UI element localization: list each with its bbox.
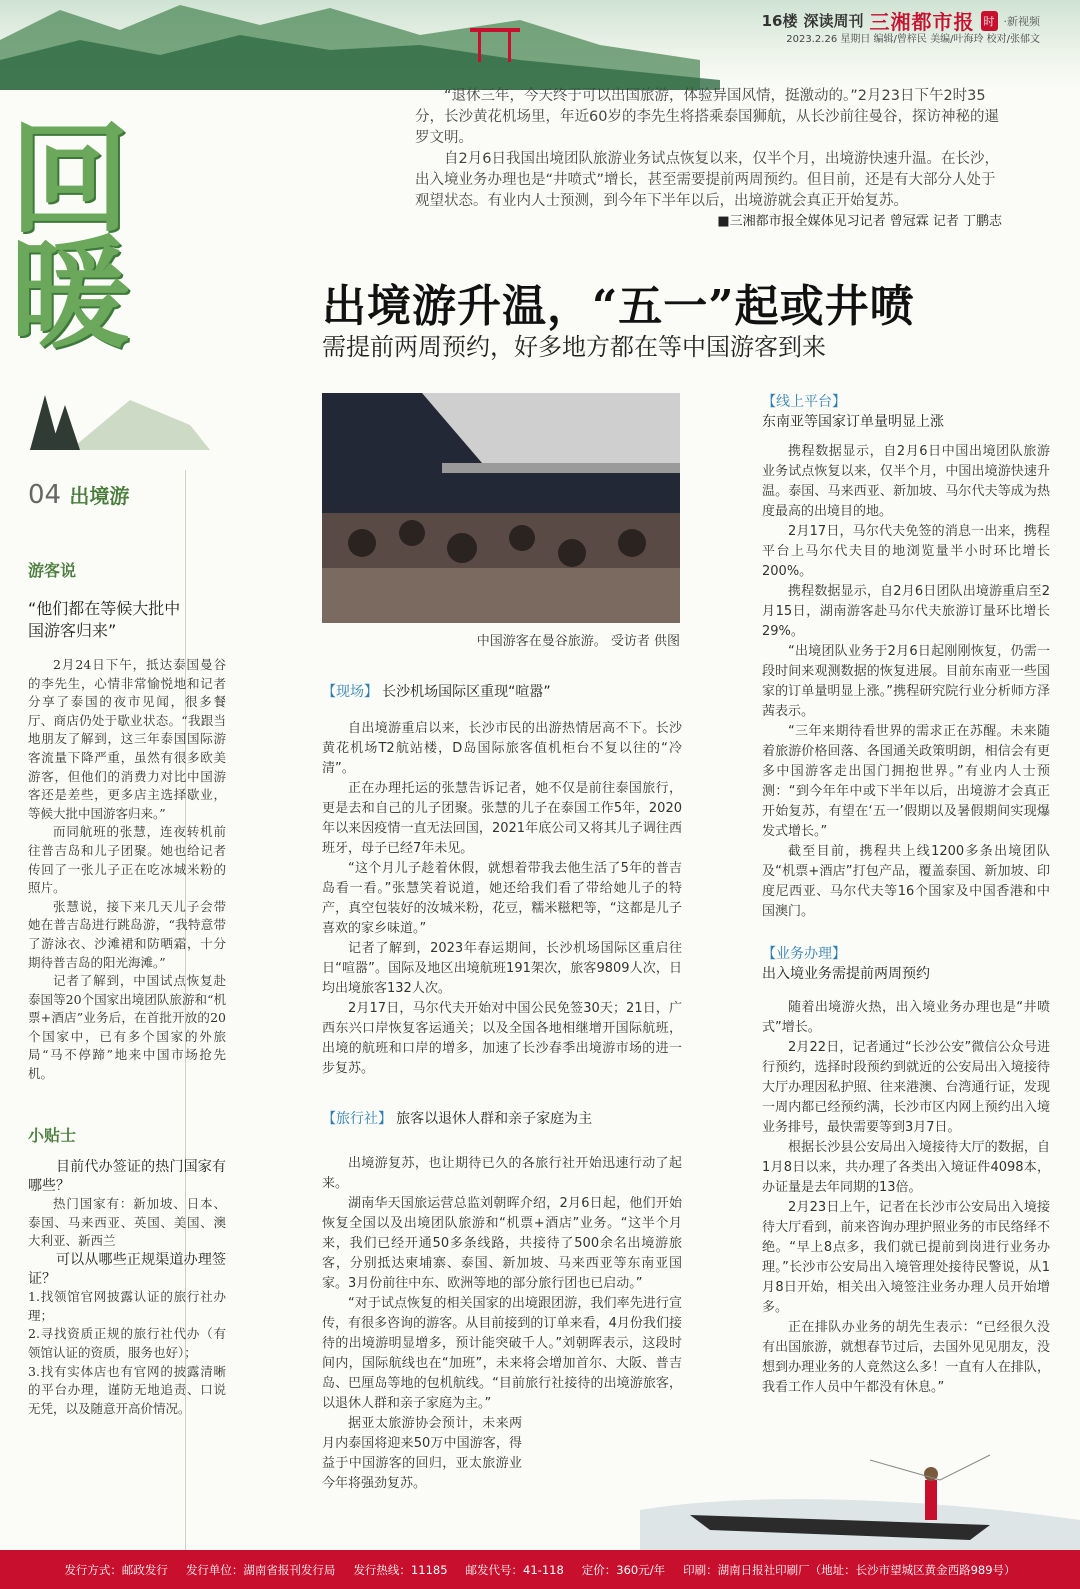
right-paragraph: 2月17日，马尔代夫免签的消息一出来，携程平台上马尔代夫目的地浏览量半小时环比增长200%。 (762, 524, 1050, 579)
mid-paragraph: 据亚太旅游协会预计，未来两月内泰国将迎来50万中国游客，得益于中国游客的回归，亚太旅游业今年将强劲复苏。 (322, 1416, 522, 1491)
section-label (28, 480, 129, 510)
left-quote: “他们都在等候大批中国游客归来” (28, 599, 181, 640)
right-paragraph: 正在排队办业务的胡先生表示：“已经很久没有出国旅游，就想春节过后，去国外见见朋友，没想到办理业务的人竟然这么多！一直有人在排队，我看工作人员中午都没有休息。” (762, 1320, 1050, 1395)
title-business: 出入境业务需提前两周预约 (762, 966, 930, 982)
section-head-scene (322, 682, 682, 703)
vertical-title-char-1: 回 (10, 109, 130, 250)
mid-paragraph: 记者了解到，2023年春运期间，长沙机场国际区重启往日“喧嚣”。国际及地区出境航班191架次，旅客9809人次，日均出境旅客132人次。 (322, 941, 682, 996)
mid-paragraph: “这个月儿子趁着休假，就想着带我去他生活了5年的普吉岛看一看。”张慧笑着说道，她还给我们看了带给她儿子的特产，真空包装好的汝城米粉，花豆，糯米糍粑等，“这都是儿子喜欢的家乡味道。” (322, 861, 682, 936)
left-text (28, 656, 226, 1084)
footer-item: 发行方式：邮政发行 (64, 1562, 168, 1577)
right-paragraph: 2月22日，记者通过“长沙公安”微信公众号进行预约，选择时段预约到就近的公安局出入境接待大厅办理因私护照、往来港澳、台湾通行证，发现一周内都已经预约满，长沙市区内网上预约出入境业务排号，最快需要等到3月7日。 (762, 1040, 1050, 1135)
section-name: 出境游 (69, 484, 130, 508)
title-online: 东南亚等国家订单量明显上涨 (762, 414, 944, 430)
mid-paragraph: 湖南华天国旅运营总监刘朝晖介绍，2月6日起，他们开始恢复全国以及出境团队旅游和“机票+酒店”业务。“这半个月来，我们已经开通50多条线路，共接待了500余名出境游旅客，分别抵达柬埔寨、泰国、新加坡、马来西亚等东南亚国家。3月份前往中东、欧洲等地的部分旅行团也已启动。” (322, 1196, 682, 1291)
title-agency: 旅客以退休人群和亲子家庭为主 (396, 1111, 593, 1127)
left-head-tips: 小贴士 (28, 1126, 77, 1145)
byline: ■三湘都市报全媒体见习记者 曾冠霖 记者 丁鹏志 (717, 214, 1002, 229)
photo-caption: 中国游客在曼谷旅游。 受访者 供图 (476, 634, 680, 649)
middle-column (322, 682, 682, 1494)
page-label: 16楼 (761, 12, 798, 30)
footer-item: 发行热线：11185 (353, 1562, 448, 1577)
left-head-tourist: 游客说 (28, 561, 77, 580)
mid-paragraph: 自出境游重启以来，长沙市民的出游热情居高不下。长沙黄花机场T2航站楼，D岛国际旅客值机柜台不复以往的“冷清”。 (322, 721, 682, 776)
right-paragraph: 2月23日上午，记者在长沙市公安局出入境接待大厅看到，前来咨询办理护照业务的市民络绎不绝。“早上8点多，我们就已提前到岗进行业务办理。”长沙市公安局出入境管理处接待民警说，从1月8日开始，相关出入境签注业务办理人员开始增多。 (762, 1200, 1050, 1315)
night-market-image (322, 393, 680, 623)
right-paragraph: 携程数据显示，自2月6日团队出境游重启至2月15日，湖南游客赴马尔代夫旅游订量环比增长29%。 (762, 584, 1050, 639)
vertical-title-char-2: 暖 (10, 224, 130, 365)
tag-scene: 【现场】 (322, 684, 378, 700)
tag-business: 【业务办理】 (762, 946, 846, 962)
left-paragraph: 2月24日下午，抵达泰国曼谷的李先生，心情非常愉悦地和记者分享了泰国的夜市见闻，很多餐厅、商店仍处于歇业状态。“我跟当地朋友了解到，这三年泰国国际游客流量下降严重，虽然有很多欧美游客，但他们的消费力对比中国游客还是差些，更多店主选择歇业，等候大批中国游客归来。” (28, 657, 226, 821)
right-paragraph: 截至目前，携程共上线1200多条出境团队及“机票+酒店”打包产品，覆盖泰国、新加坡、印度尼西亚、马尔代夫等16个国家及中国香港和中国澳门。 (762, 844, 1050, 919)
footer-item: 邮发代号：41-118 (465, 1562, 564, 1577)
left-paragraph: 张慧说，接下来几天儿子会带她在普吉岛进行跳岛游，“我特意带了游泳衣、沙滩裙和防晒霜，十分期待普吉岛的阳光海滩。” (28, 898, 226, 970)
right-paragraph: 根据长沙县公安局出入境接待大厅的数据，自1月8日以来，共办理了各类出入境证件4098本，办证量是去年同期的13倍。 (762, 1140, 1050, 1195)
tip-answer: 热门国家有：新加坡、日本、泰国、马来西亚、英国、美国、澳大利亚、新西兰 (28, 1196, 226, 1249)
mid-paragraph: 2月17日，马尔代夫开始对中国公民免签30天；21日，广西东兴口岸恢复客运通关；以及全国各地相继增开国际航班，出境的航班和口岸的增多，加速了长沙春季出境游市场的进一步复苏。 (322, 1001, 682, 1076)
section-head-agency (322, 1109, 682, 1130)
brand-logo: 时 (981, 11, 998, 31)
headline: 出境游升温，“五一”起或井喷 (322, 281, 915, 332)
fishing-boat-illustration (640, 1400, 1080, 1550)
footer-item: 印刷：湖南日报社印刷厂（地址：长沙市望城区黄金西路989号） (683, 1562, 1016, 1577)
tip-question: 可以从哪些正规渠道办理签证？ (28, 1251, 226, 1287)
tips (28, 1158, 226, 1418)
tip-question: 目前代办签证的热门国家有哪些？ (28, 1159, 226, 1194)
mid-paragraph: 正在办理托运的张慧告诉记者，她不仅是前往泰国旅行，更是去和自己的儿子团聚。张慧的儿子在泰国工作5年，2020年以来因疫情一直无法回国，2021年底公司又将其儿子调往西班牙，母子已经7年未见。 (322, 781, 682, 856)
intro-paragraph: 自2月6日我国出境团队旅游业务试点恢复以来，仅半个月，出境游快速升温。在长沙，出入境业务办理也是“井喷式”增长，甚至需要提前两周预约。但目前，还是有大部分人处于观望状态。有业内人士预测，到今年下半年以后，出境游就会真正开始复苏。 (415, 151, 999, 209)
tip-answer: 1.找领馆官网披露认证的旅行社办理； 2.寻找资质正规的旅行社代办（有领馆认证的资质，服务也好）； 3.找有实体店也有官网的披露清晰的平台办理，谨防无地追责、口说无凭，以及随意开高价情况。 (28, 1289, 226, 1416)
right-paragraph: “出境团队业务于2月6日起刚刚恢复，仍需一段时间来观测数据的恢复进展。目前东南亚一些国家的订单量明显上涨。”携程研究院行业分析师方泽茜表示。 (762, 644, 1050, 719)
right-paragraph: 随着出境游火热，出入境业务办理也是“井喷式”增长。 (762, 1000, 1050, 1035)
mid-paragraph: “对于试点恢复的相关国家的出境跟团游，我们率先进行宣传，有很多咨询的游客。从目前接到的订单来看，4月份我们接待的出境游明显增多，预计能突破千人。”刘朝晖表示，这段时间内，国际航线也在“加班”，未来将会增加首尔、大阪、普吉岛、巴厘岛等地的包机航线。“目前旅行社接待的出境游旅客，以退休人群和亲子家庭为主。” (322, 1296, 682, 1411)
brand-name: 三湘都市报 (869, 10, 975, 34)
tag-agency: 【旅行社】 (322, 1111, 392, 1127)
subhead: 需提前两周预约，好多地方都在等中国游客到来 (322, 333, 826, 361)
footer-item: 发行单位：湖南省报刊发行局 (185, 1562, 336, 1577)
section-number: 04 (28, 480, 62, 510)
footer-bar (0, 1550, 1080, 1589)
title-scene: 长沙机场国际区重现“喧嚣” (382, 684, 551, 700)
edition-line: 2023.2.26 星期日 编辑/曾梓民 美编/叶海玲 校对/张郁文 (786, 34, 1040, 45)
left-paragraph: 而同航班的张慧，连夜转机前往普吉岛和儿子团聚。她也给记者传回了一张儿子正在吃冰城米粉的照片。 (28, 824, 226, 896)
mid-paragraph: 出境游复苏，也让期待已久的各旅行社开始迅速行动了起来。 (322, 1156, 682, 1191)
right-column (762, 392, 1050, 1398)
intro (415, 86, 1010, 212)
left-paragraph: 记者了解到，中国试点恢复赴泰国等20个国家出境团队旅游和“机票+酒店”业务后，在首批开放的20个国家中，已有多个国家的外旅局“马不停蹄”地来中国市场抢先机。 (28, 973, 226, 1082)
sub-brand: ·新视频 (1003, 14, 1040, 28)
pine-trees-illustration (10, 340, 210, 450)
tourists-photo (322, 393, 680, 623)
column-name: 深读周刊 (803, 12, 864, 30)
footer-item: 定价：360元/年 (581, 1562, 666, 1577)
right-paragraph: “三年来期待看世界的需求正在苏醒。未来随着旅游价格回落、各国通关政策明朗，相信会有更多中国游客走出国门拥抱世界。”有业内人士预测：“到今年年中或下半年以后，出境游才会真正开始复苏，有望在‘五一’假期以及暑假期间实现爆发式增长。” (762, 724, 1050, 839)
right-paragraph: 携程数据显示，自2月6日中国出境团队旅游业务试点恢复以来，仅半个月，中国出境游快速升温。泰国、马来西亚、新加坡、马尔代夫等成为热度最高的出境目的地。 (762, 444, 1050, 519)
intro-paragraph: “退休三年，今天终于可以出国旅游，体验异国风情，挺激动的。”2月23日下午2时35分，长沙黄花机场里，年近60岁的李先生将搭乘泰国狮航，从长沙前往曼谷，探访神秘的暹罗文明。 (415, 88, 999, 146)
tag-online: 【线上平台】 (762, 394, 846, 410)
